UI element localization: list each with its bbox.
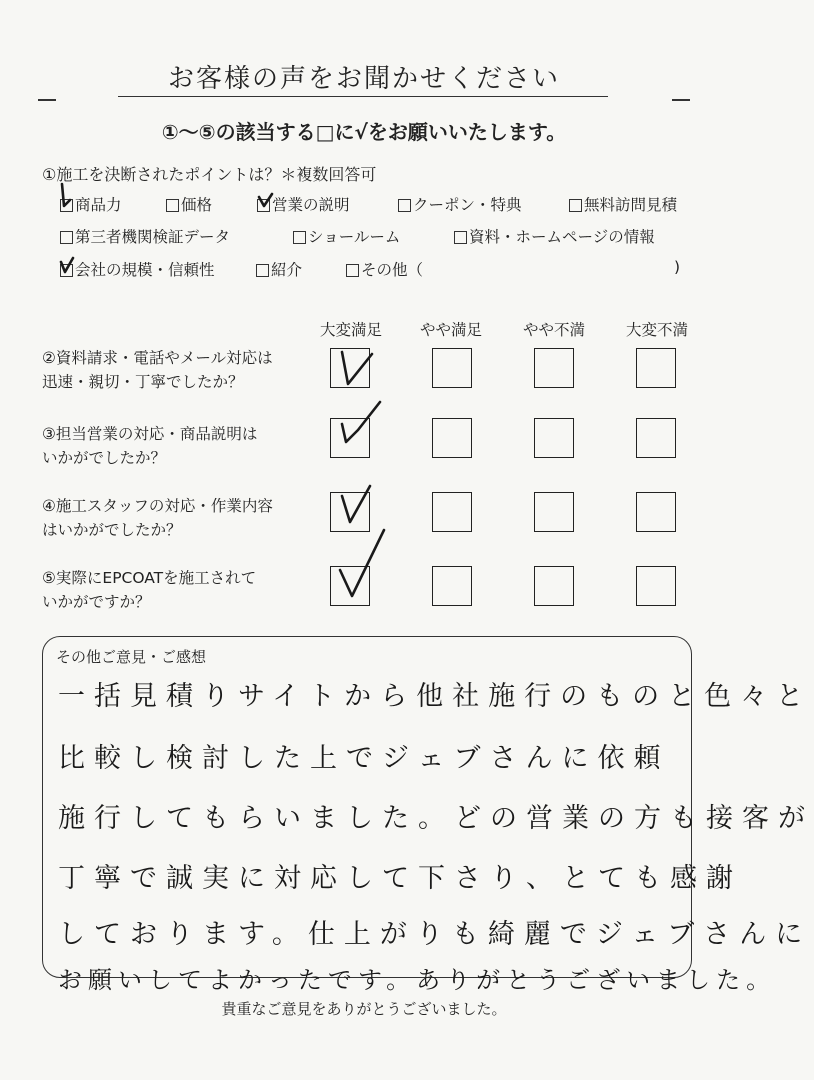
option-sales-explanation[interactable]: 営業の説明: [257, 193, 350, 215]
form-title: お客様の声をお聞かせください: [167, 64, 560, 94]
footer-thanks: 貴重なご意見をありがとうございました。: [221, 1000, 507, 1018]
check-option-company: [61, 258, 73, 272]
header-very-dissatisfied: 大変不満: [625, 321, 688, 339]
option-materials-website[interactable]: 資料・ホームページの情報: [454, 225, 655, 247]
comment-line-6: お願いしてよかったです。ありがとうございました。: [58, 966, 777, 994]
comment-line-4: 丁寧で誠実に対応して下さり、とても感謝: [58, 863, 742, 894]
comment-line-3: 施行してもらいました。どの営業の方も接客が: [58, 803, 814, 834]
header-very-satisfied: 大変満足: [319, 321, 382, 339]
option-referral[interactable]: 紹介: [256, 258, 302, 280]
question-5: ⑤実際にEPCOATを施工されて いかがですか？: [42, 569, 257, 611]
comment-line-5: しております。仕上がりも綺麗でジェブさんに: [58, 919, 812, 950]
check-q2: [342, 352, 372, 384]
header-somewhat-satisfied: やや満足: [419, 321, 482, 339]
q1-title: ①施工を決断されたポイントは？＊複数回答可: [42, 165, 377, 184]
comment-line-2: 比較し検討した上でジェブさんに依頼: [58, 743, 670, 774]
header-somewhat-dissatisfied: やや不満: [522, 321, 585, 339]
option-product[interactable]: 商品力: [60, 193, 122, 215]
comment-line-1: 一括見積りサイトから他社施行のものと色々と: [58, 681, 813, 712]
option-price[interactable]: 価格: [166, 193, 212, 215]
check-q3: [342, 402, 380, 442]
question-4: ④施工スタッフの対応・作業内容 はいかがでしたか？: [42, 497, 273, 539]
comments-label: その他ご意見・ご感想: [56, 648, 207, 666]
check-q4: [342, 486, 370, 522]
instructions: ①～⑤の該当する□に√をお願いいたします。: [161, 120, 567, 144]
question-2: ②資料請求・電話やメール対応は 迅速・親切・丁寧でしたか？: [42, 349, 273, 391]
check-option-product: [62, 184, 70, 206]
option-third-party-data[interactable]: 第三者機関検証データ: [60, 225, 230, 247]
option-coupon[interactable]: クーポン・特典: [398, 193, 522, 215]
other-close-paren: ): [674, 258, 681, 276]
option-company-reliability[interactable]: 会社の規模・信頼性: [60, 258, 215, 280]
option-showroom[interactable]: ショールーム: [293, 225, 400, 247]
question-3: ③担当営業の対応・商品説明は いかがでしたか？: [42, 425, 258, 467]
check-option-sales: [259, 194, 272, 206]
check-q5: [340, 530, 384, 596]
option-free-estimate[interactable]: 無料訪問見積: [569, 193, 677, 215]
option-other[interactable]: その他（: [346, 258, 423, 280]
